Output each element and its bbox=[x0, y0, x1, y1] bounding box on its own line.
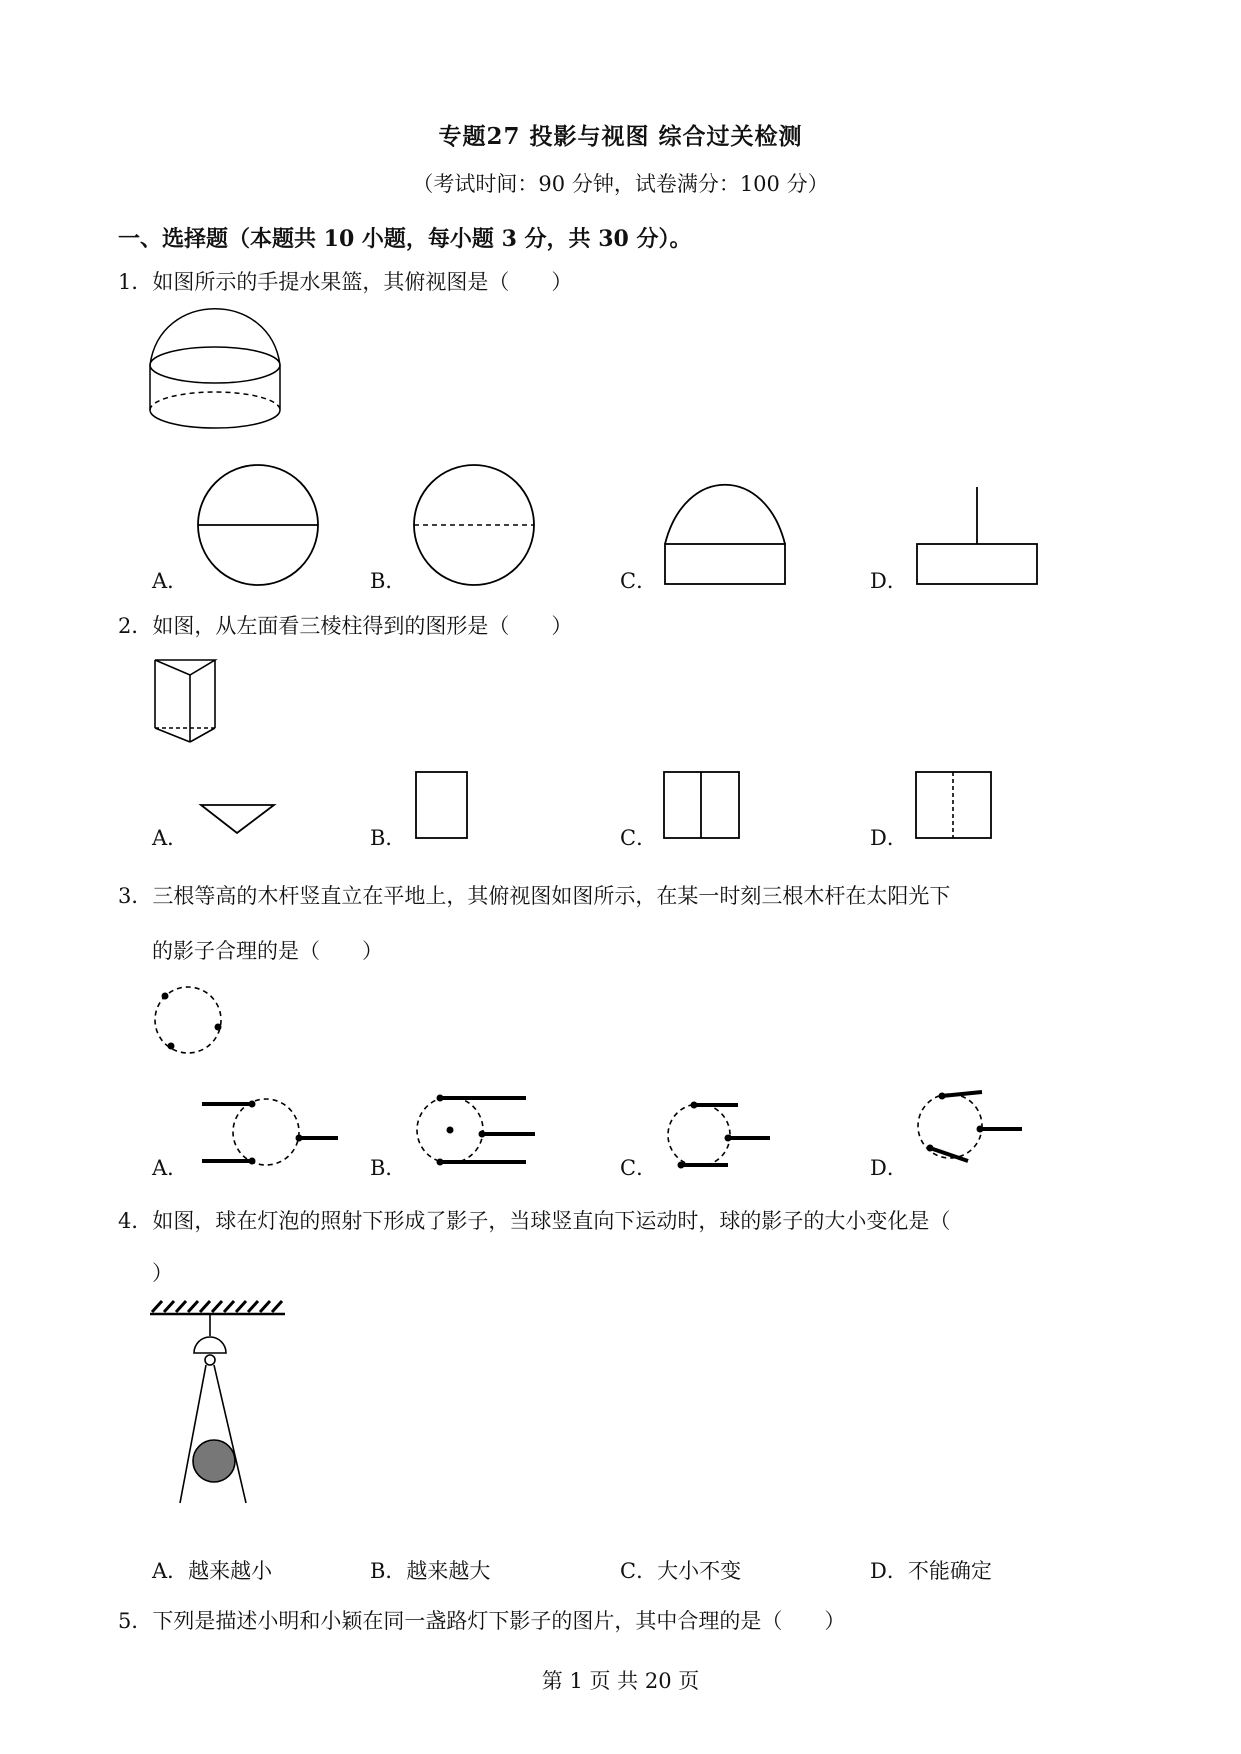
question-4-stem-cont: ） bbox=[152, 1261, 173, 1285]
q1-option-b: B． bbox=[370, 569, 407, 593]
q2-option-d-figure bbox=[912, 768, 997, 843]
triangular-prism-figure bbox=[150, 655, 220, 745]
q3-option-b: B． bbox=[370, 1156, 407, 1180]
question-3-stem: 3．三根等高的木杆竖直立在平地上，其俯视图如图所示，在某一时刻三根木杆在太阳光下 bbox=[118, 884, 951, 908]
three-poles-top-view-figure bbox=[150, 982, 230, 1062]
q3-option-c-figure bbox=[664, 1098, 784, 1170]
q1-option-c-figure bbox=[660, 480, 790, 590]
q4-option-a: A．越来越小 bbox=[152, 1559, 273, 1583]
q3-option-d-figure bbox=[912, 1088, 1032, 1168]
q2-option-c: C． bbox=[620, 826, 658, 850]
q1-option-d-figure bbox=[912, 482, 1042, 590]
q3-option-d: D． bbox=[870, 1156, 908, 1180]
q1-option-d: D． bbox=[870, 569, 908, 593]
q2-option-d: D． bbox=[870, 826, 908, 850]
q1-option-b-figure bbox=[409, 460, 539, 590]
q1-option-c: C． bbox=[620, 569, 658, 593]
q4-option-c: C．大小不变 bbox=[620, 1559, 742, 1583]
q2-option-b-figure bbox=[412, 768, 472, 843]
page-title: 专题27 投影与视图 综合过关检测 bbox=[438, 123, 803, 150]
q3-option-a: A． bbox=[152, 1156, 189, 1180]
lamp-ball-figure bbox=[148, 1298, 288, 1508]
q2-option-b: B． bbox=[370, 826, 407, 850]
q4-option-b: B．越来越大 bbox=[370, 1559, 491, 1583]
q3-option-a-figure bbox=[196, 1092, 346, 1172]
q1-option-a: A． bbox=[152, 569, 189, 593]
page-number: 第 1 页 共 20 页 bbox=[541, 1669, 700, 1693]
question-4-stem: 4．如图，球在灯泡的照射下形成了影子，当球竖直向下运动时，球的影子的大小变化是（ bbox=[118, 1209, 951, 1233]
fruit-basket-figure bbox=[140, 310, 290, 440]
q2-option-a: A． bbox=[152, 826, 189, 850]
question-3-stem-cont: 的影子合理的是（ ） bbox=[152, 939, 383, 963]
q2-option-a-figure bbox=[196, 800, 281, 840]
question-1-stem: 1．如图所示的手提水果篮，其俯视图是（ ） bbox=[118, 270, 573, 294]
question-5-stem: 5．下列是描述小明和小颖在同一盏路灯下影子的图片，其中合理的是（ ） bbox=[118, 1609, 846, 1633]
q1-option-a-figure bbox=[193, 460, 323, 590]
q3-option-c: C． bbox=[620, 1156, 658, 1180]
section-heading: 一、选择题（本题共 10 小题，每小题 3 分，共 30 分）。 bbox=[118, 226, 692, 252]
question-2-stem: 2．如图，从左面看三棱柱得到的图形是（ ） bbox=[118, 614, 573, 638]
q2-option-c-figure bbox=[660, 768, 745, 843]
q3-option-b-figure bbox=[410, 1090, 540, 1170]
q4-option-d: D．不能确定 bbox=[870, 1559, 992, 1583]
exam-info: （考试时间：90 分钟，试卷满分：100 分） bbox=[412, 172, 829, 196]
